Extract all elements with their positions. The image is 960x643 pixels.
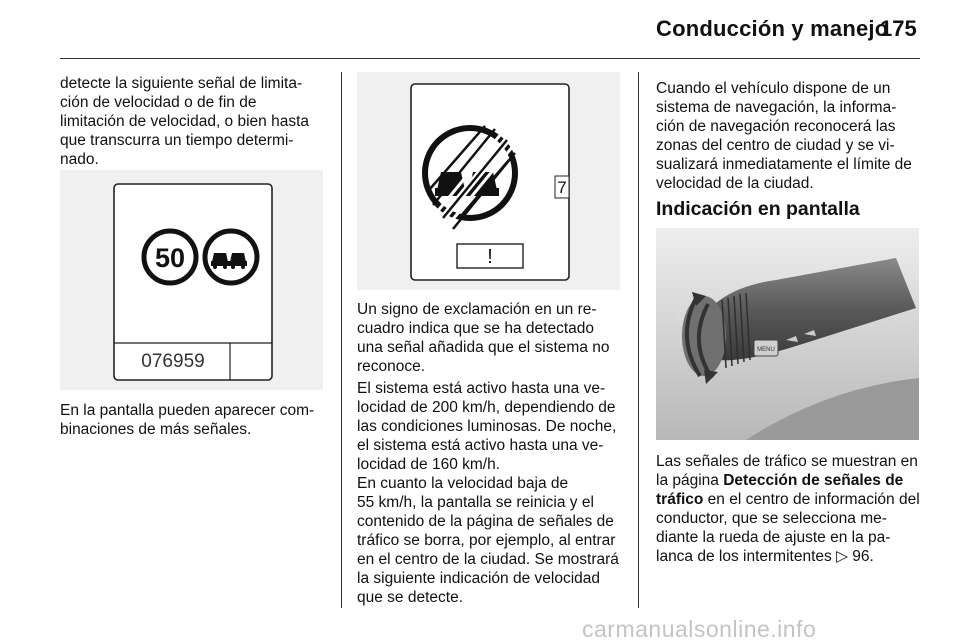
page-number: 175	[880, 16, 917, 41]
no-overtaking-sign-icon	[205, 231, 257, 283]
col3-paragraph-2-text-b: en el centro de información del conductor, que se selecciona me- diante la rueda de ajuste en la pa- lanca de los intermitentes	[656, 491, 920, 565]
col2-paragraph-1: Un signo de exclamación en un re- cuadro indica que se ha detectado una señal añadida que el sistema no reconoce.	[357, 301, 610, 375]
figure-stalk-control	[656, 228, 919, 440]
turn-signal-stalk-illustration	[656, 228, 919, 440]
page-reference-arrow-icon: ▷	[836, 548, 848, 565]
watermark: carmanualsonline.info	[582, 616, 817, 642]
running-header-title: Conducción y manejo	[656, 16, 889, 41]
col1-paragraph-1: detecte la siguiente señal de limita- ción de velocidad o de fin de limitación de velocidad, o bien hasta que transcurra un tiempo determi- nado.	[60, 75, 310, 168]
figure-code: 076959	[141, 351, 205, 372]
speed-limit-value: 50	[154, 243, 186, 273]
set-ring-label: SET	[673, 308, 688, 327]
col1-paragraph-2: En la pantalla pueden aparecer com- binaciones de más señales.	[60, 402, 315, 438]
side-digit: 7	[557, 178, 567, 197]
col2-paragraph-3: En cuanto la velocidad baja de 55 km/h, la pantalla se reinicia y el contenido de la página de señales de tráfico se borra, por ejemplo, al entrar en el centro de la ciudad. Se mostrará la siguiente indicación de velocidad que se detecte.	[357, 475, 619, 606]
col3-paragraph-2-text-a: Las señales de tráfico se muestran en la página	[656, 453, 918, 489]
header-divider	[60, 58, 920, 59]
speed-sign-display-illustration	[60, 170, 323, 390]
section-heading: Indicación en pantalla	[656, 198, 860, 220]
page-reference-bold: Detección de señales de tráfico	[656, 472, 904, 508]
exclamation-mark: !	[487, 246, 493, 268]
col3-paragraph-1: Cuando el vehículo dispone de un sistema de navegación, la informa- ción de navegación reconocerá las zonas del centro de ciudad y se vi- sualizará inmediatamente el límite de velocidad de la ciudad.	[656, 80, 912, 192]
col2-paragraph-2: El sistema está activo hasta una ve- locidad de 200 km/h, dependiendo de las condiciones luminosas. De noche, el sistema está activo hasta una ve- locidad de 160 km/h.	[357, 380, 617, 473]
column-divider-1	[341, 72, 342, 608]
figure-speed-sign-display	[60, 170, 323, 390]
figure-end-of-restriction-display	[357, 72, 620, 290]
page-reference-number: 96.	[848, 548, 874, 565]
column-divider-2	[638, 72, 639, 608]
menu-button-label: MENU	[757, 347, 775, 353]
col3-paragraph-2	[656, 452, 924, 566]
end-of-restriction-illustration	[357, 72, 620, 290]
